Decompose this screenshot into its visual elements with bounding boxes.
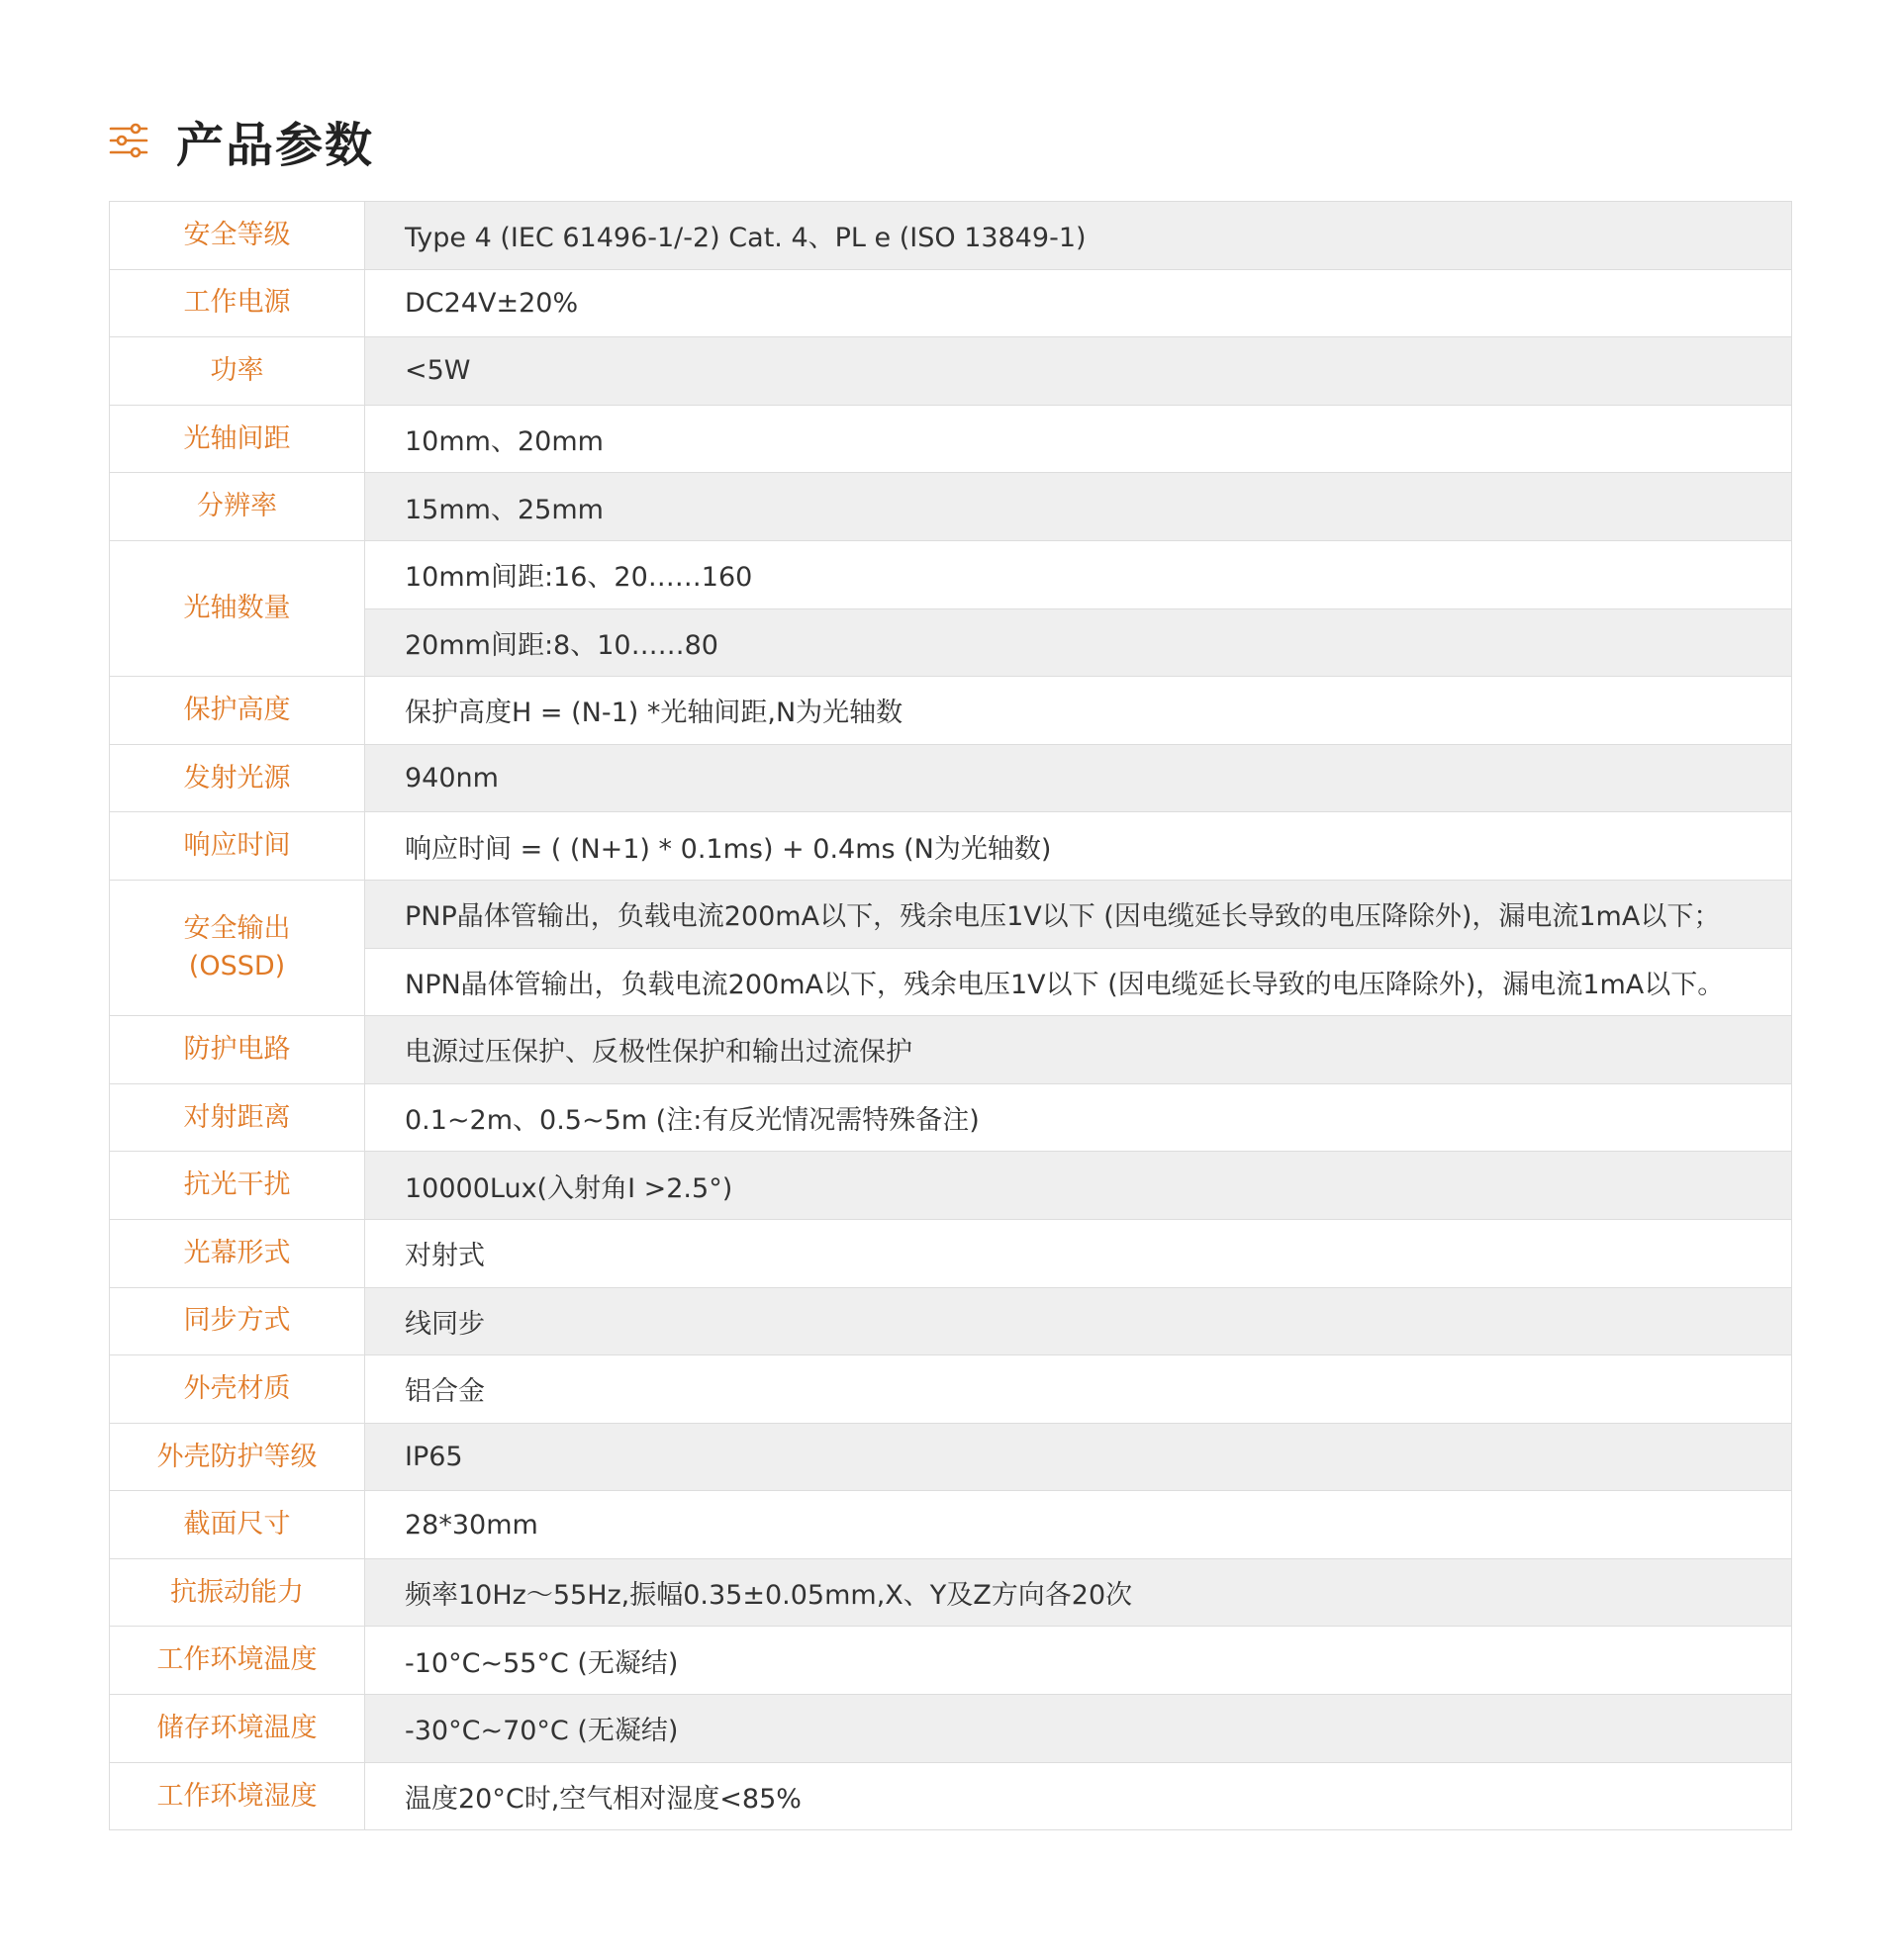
spec-label: 光幕形式	[110, 1219, 365, 1287]
spec-value: 940nm	[365, 744, 1792, 812]
spec-label: 分辨率	[110, 473, 365, 541]
table-row	[110, 1152, 1792, 1220]
spec-label: 工作环境温度	[110, 1627, 365, 1695]
spec-value: Type 4 (IEC 61496-1/-2) Cat. 4、PL e (ISO 13849-1)	[365, 202, 1792, 270]
spec-label: 工作环境湿度	[110, 1762, 365, 1830]
spec-label: 对射距离	[110, 1083, 365, 1152]
spec-label: 保护高度	[110, 677, 365, 745]
spec-label: 外壳材质	[110, 1355, 365, 1424]
spec-value: 28*30mm	[365, 1491, 1792, 1559]
spec-value: <5W	[365, 337, 1792, 406]
spec-value: 10000Lux(入射角I >2.5°)	[365, 1152, 1792, 1220]
spec-value: 频率10Hz〜55Hz,振幅0.35±0.05mm,X、Y及Z方向各20次	[365, 1558, 1792, 1627]
sliders-icon	[109, 121, 148, 160]
spec-label: 截面尺寸	[110, 1491, 365, 1559]
table-row	[110, 202, 1792, 270]
spec-label-line: 安全输出	[183, 913, 291, 945]
table-row	[110, 473, 1792, 541]
table-row	[110, 1219, 1792, 1287]
spec-label: 发射光源	[110, 744, 365, 812]
table-row	[110, 677, 1792, 745]
table-row	[110, 540, 1792, 608]
page-title: 产品参数	[176, 117, 375, 173]
spec-label: 抗振动能力	[110, 1558, 365, 1627]
table-row	[110, 744, 1792, 812]
spec-label: 储存环境温度	[110, 1695, 365, 1763]
table-row	[110, 1491, 1792, 1559]
section-header	[109, 111, 375, 173]
spec-value: NPN晶体管输出，负载电流200mA以下，残余电压1V以下 (因电缆延长导致的电压降除外)，漏电流1mA以下。	[365, 948, 1792, 1016]
spec-table	[109, 201, 1792, 1830]
spec-label: 工作电源	[110, 269, 365, 337]
table-row	[110, 405, 1792, 473]
spec-label: 功率	[110, 337, 365, 406]
spec-value: 电源过压保护、反极性保护和输出过流保护	[365, 1016, 1792, 1084]
spec-label: 抗光干扰	[110, 1152, 365, 1220]
spec-label: 光轴数量	[110, 540, 365, 676]
table-row	[110, 1423, 1792, 1491]
table-row	[110, 1355, 1792, 1424]
spec-label-line: (OSSD)	[188, 951, 286, 982]
spec-value: -30°C~70°C (无凝结)	[365, 1695, 1792, 1763]
spec-value: 线同步	[365, 1287, 1792, 1355]
spec-label: 安全等级	[110, 202, 365, 270]
table-row	[110, 1762, 1792, 1830]
table-row	[110, 337, 1792, 406]
spec-value: 15mm、25mm	[365, 473, 1792, 541]
spec-value: DC24V±20%	[365, 269, 1792, 337]
spec-label: 外壳防护等级	[110, 1423, 365, 1491]
spec-label: 同步方式	[110, 1287, 365, 1355]
table-row	[110, 1016, 1792, 1084]
spec-label	[110, 880, 365, 1015]
table-row	[110, 1083, 1792, 1152]
table-row	[110, 1558, 1792, 1627]
spec-value: 响应时间 = ( (N+1) * 0.1ms) + 0.4ms (N为光轴数)	[365, 812, 1792, 881]
spec-value: 温度20°C时,空气相对湿度<85%	[365, 1762, 1792, 1830]
spec-label: 防护电路	[110, 1016, 365, 1084]
spec-label: 光轴间距	[110, 405, 365, 473]
table-row	[110, 1627, 1792, 1695]
spec-value: 10mm、20mm	[365, 405, 1792, 473]
spec-value: 铝合金	[365, 1355, 1792, 1424]
spec-value: -10°C~55°C (无凝结)	[365, 1627, 1792, 1695]
spec-value: 10mm间距:16、20……160	[365, 540, 1792, 608]
spec-value: 保护高度H = (N-1) *光轴间距,N为光轴数	[365, 677, 1792, 745]
spec-value: 0.1~2m、0.5~5m (注:有反光情况需特殊备注)	[365, 1083, 1792, 1152]
table-row	[110, 880, 1792, 948]
table-row	[110, 1695, 1792, 1763]
spec-label: 响应时间	[110, 812, 365, 881]
spec-value: IP65	[365, 1423, 1792, 1491]
spec-value: 对射式	[365, 1219, 1792, 1287]
table-row	[110, 812, 1792, 881]
spec-value: PNP晶体管输出，负载电流200mA以下，残余电压1V以下 (因电缆延长导致的电压降除外)，漏电流1mA以下；	[365, 880, 1792, 948]
table-row	[110, 1287, 1792, 1355]
spec-value: 20mm间距:8、10……80	[365, 608, 1792, 677]
table-row	[110, 269, 1792, 337]
